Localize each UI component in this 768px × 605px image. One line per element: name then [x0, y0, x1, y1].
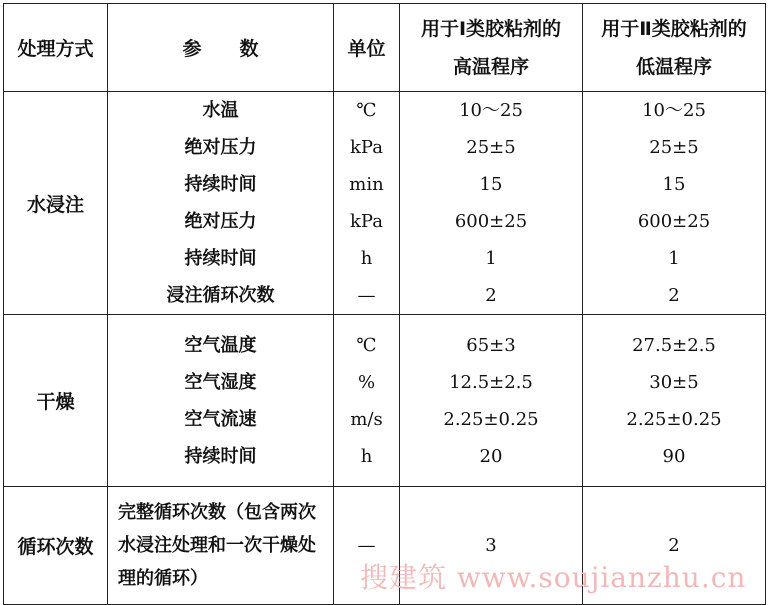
- value: 10～25: [459, 100, 523, 121]
- value: 600±25: [637, 211, 711, 232]
- process-table: [3, 3, 766, 605]
- unit: kPa: [350, 211, 383, 232]
- unit: h: [360, 248, 373, 269]
- value: 27.5±2.5: [632, 334, 716, 356]
- param: 持续时间: [184, 248, 257, 269]
- param: 空气湿度: [184, 371, 257, 393]
- param-cycles: 完整循环次数（包含两次水浸注处理和一次干燥处理的循环）: [108, 487, 334, 605]
- value: 1: [485, 248, 497, 269]
- param: 绝对压力: [184, 137, 257, 158]
- params-dry: [108, 315, 334, 487]
- header-unit: 单位: [334, 4, 400, 92]
- unit: m/s: [350, 408, 383, 430]
- header-row: [4, 4, 766, 92]
- value: 2: [668, 285, 680, 306]
- value: 2.25±0.25: [626, 408, 722, 430]
- unit-cycles: —: [334, 487, 400, 605]
- value: 1: [668, 248, 680, 269]
- value: 25±5: [466, 137, 516, 158]
- value: 12.5±2.5: [449, 371, 533, 393]
- value: 30±5: [649, 371, 699, 393]
- value: 90: [662, 445, 686, 467]
- header-high-temp: 用于Ⅰ类胶粘剂的高温程序: [400, 4, 583, 92]
- header-params: 参 数: [108, 4, 334, 92]
- value: 2.25±0.25: [443, 408, 539, 430]
- unit: h: [360, 445, 373, 467]
- value: 600±25: [454, 211, 528, 232]
- high-water: [400, 92, 583, 315]
- param: 绝对压力: [184, 211, 257, 232]
- watermark: 搜建筑 www.soujianzhu.cn: [360, 561, 747, 594]
- params-water: [108, 92, 334, 315]
- unit: —: [357, 285, 376, 306]
- param: 水温: [202, 100, 239, 121]
- param: 持续时间: [184, 174, 257, 195]
- units-dry: [334, 315, 400, 487]
- value: 15: [662, 174, 686, 195]
- unit: %: [357, 371, 376, 393]
- low-cycles: 2: [583, 487, 766, 605]
- method-dry: 干燥: [4, 315, 108, 487]
- method-water: 水浸注: [4, 92, 108, 315]
- unit: ℃: [356, 100, 377, 121]
- high-cycles: 3: [400, 487, 583, 605]
- param: 空气温度: [184, 334, 257, 356]
- header-low-temp: 用于Ⅱ类胶粘剂的低温程序: [583, 4, 766, 92]
- value: 2: [485, 285, 497, 306]
- value: 65±3: [466, 334, 516, 356]
- header-method: 处理方式: [4, 4, 108, 92]
- param: 持续时间: [184, 445, 257, 467]
- low-water: [583, 92, 766, 315]
- group-row-water: [4, 92, 766, 315]
- group-row-dry: [4, 315, 766, 487]
- unit: kPa: [350, 137, 383, 158]
- value: 10～25: [642, 100, 706, 121]
- param: 空气流速: [184, 408, 257, 430]
- low-dry: [583, 315, 766, 487]
- unit: ℃: [356, 334, 377, 356]
- value: 20: [479, 445, 503, 467]
- value: 15: [479, 174, 503, 195]
- high-dry: [400, 315, 583, 487]
- value: 25±5: [649, 137, 699, 158]
- param: 浸注循环次数: [166, 285, 275, 306]
- unit: min: [349, 174, 384, 195]
- units-water: [334, 92, 400, 315]
- method-cycles: 循环次数: [4, 487, 108, 605]
